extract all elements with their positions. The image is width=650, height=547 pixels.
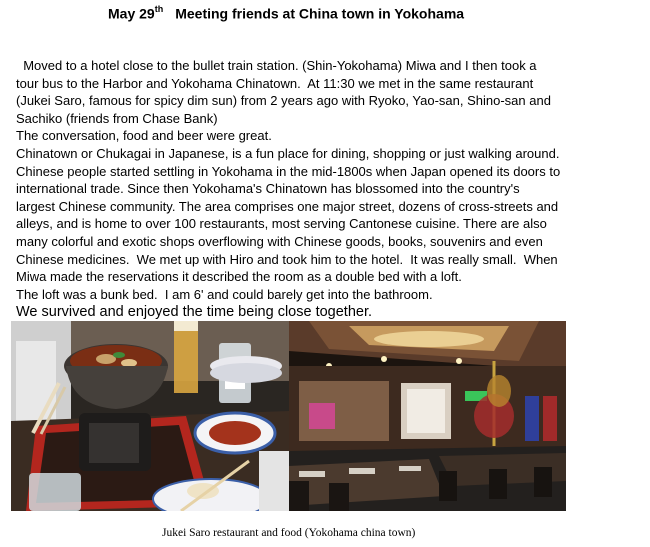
page-title xyxy=(108,5,464,22)
text-line: largest Chinese community. The area comprises one major street, dozens of cross-streets and xyxy=(16,198,559,214)
closing-line: We survived and enjoyed the time being close together. xyxy=(16,304,373,321)
food-photo xyxy=(11,321,289,511)
photo-caption: Jukei Saro restaurant and food (Yokohama china town) xyxy=(162,527,416,539)
text-line: international trade. Since then Yokohama's Chinatown has blossomed into the country's xyxy=(16,181,520,197)
text-line: Chinatown or Chukagai in Japanese, is a fun place for dining, shopping or just walking around. xyxy=(16,145,560,161)
text-line: many colorful and exotic shops overflowing with Chinese goods, books, souvenirs and even xyxy=(16,233,543,249)
text-line: tour bus to the Harbor and Yokohama Chinatown. At 11:30 we met in the same restaurant xyxy=(16,75,534,91)
text-line: Chinese people started settling in Yokohama in the mid-1800s when Japan opened its doors to xyxy=(16,163,561,179)
restaurant-interior-photo xyxy=(289,321,566,511)
text-line: Sachiko (friends from Chase Bank) xyxy=(16,110,218,126)
journal-text xyxy=(16,57,646,322)
text-line: The conversation, food and beer were great. xyxy=(16,128,272,144)
text-line: The loft was a bunk bed. I am 6' and could barely get into the bathroom. xyxy=(16,286,433,302)
text-line: alleys, and is home to over 100 restaurants, most serving Cantonese cuisine. There are also xyxy=(16,216,547,232)
title-date-ordinal: th xyxy=(154,4,164,14)
text-line: Moved to a hotel close to the bullet train station. (Shin-Yokohama) Miwa and I then took a xyxy=(16,58,537,73)
title-heading: Meeting friends at China town in Yokohama xyxy=(175,5,465,22)
text-line: Chinese medicines. We met up with Hiro and took him to the hotel. It was really small. When xyxy=(16,251,558,267)
title-date: May 29 xyxy=(108,5,155,22)
text-line: (Jukei Saro, famous for spicy dim sun) from 2 years ago with Ryoko, Yao-san, Shino-san and xyxy=(16,93,551,109)
text-line: Miwa made the reservations it described the room as a double bed with a loft. xyxy=(16,269,462,285)
